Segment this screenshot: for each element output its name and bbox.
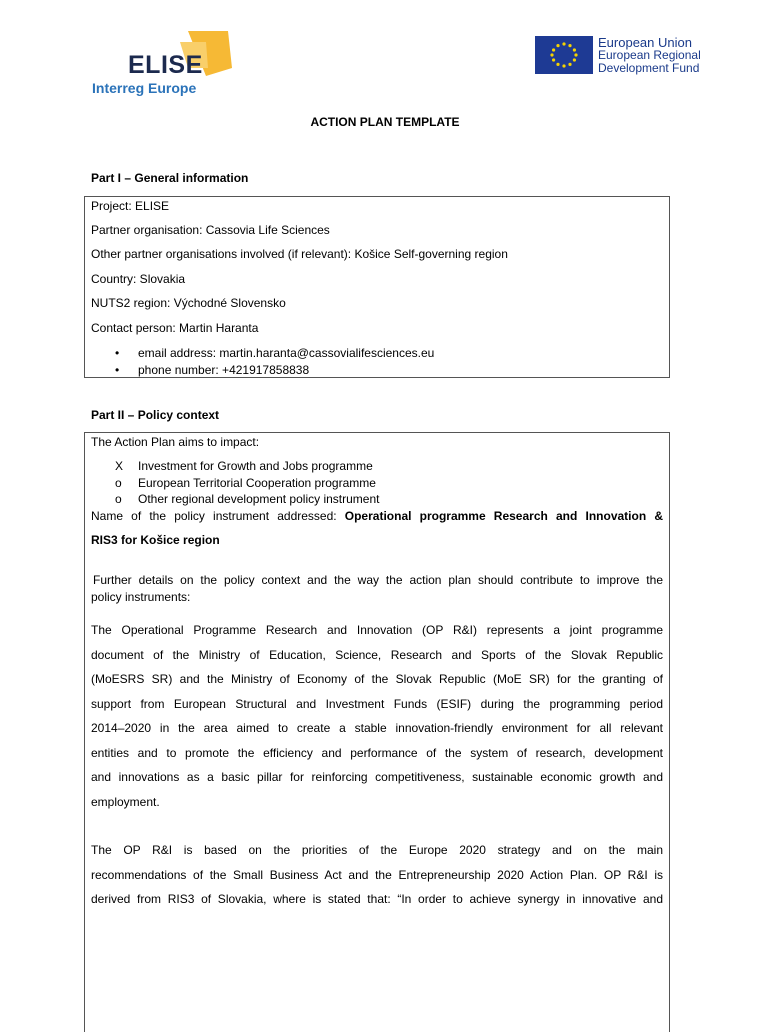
interreg-logo-text: Interreg Europe bbox=[92, 80, 197, 96]
list-item bbox=[115, 346, 434, 360]
paragraph-line: derived from RIS3 of Slovakia, where is stated that: “In order to achieve synergy in innovative and bbox=[91, 892, 663, 906]
option-label: Other regional development policy instrument bbox=[138, 492, 380, 506]
paragraph-line: 2014–2020 in the area aimed to create a stable innovation-friendly environment for all relevant bbox=[91, 721, 663, 735]
partner-organisation-line: Partner organisation: Cassovia Life Sciences bbox=[91, 223, 330, 237]
list-item bbox=[115, 459, 373, 473]
paragraph-line: The Operational Programme Research and Innovation (OP R&I) represents a joint programme bbox=[91, 623, 663, 637]
bullet-mark: • bbox=[115, 346, 120, 360]
paragraph-line: recommendations of the Small Business Act and the Entrepreneurship 2020 Action Plan. OP R&I is bbox=[91, 867, 663, 882]
paragraph-line: The OP R&I is based on the priorities of the Europe 2020 strategy and on the main bbox=[91, 843, 663, 857]
option-label: European Territorial Cooperation programme bbox=[138, 476, 376, 490]
eu-text-line-1: European Union bbox=[598, 35, 692, 50]
nuts2-line: NUTS2 region: Východné Slovensko bbox=[91, 296, 286, 310]
option-mark: o bbox=[115, 476, 122, 490]
elise-logo bbox=[88, 28, 238, 98]
instrument-name-cont: RIS3 for Košice region bbox=[91, 533, 220, 547]
list-item bbox=[115, 492, 379, 506]
eu-flag-icon bbox=[535, 36, 593, 74]
option-label: Investment for Growth and Jobs programme bbox=[138, 459, 373, 473]
policy-context-box bbox=[84, 432, 670, 1032]
email-line: email address: martin.haranta@cassovialifesciences.eu bbox=[138, 346, 435, 360]
elise-logo-text: ELISE bbox=[128, 51, 203, 79]
part1-heading: Part I – General information bbox=[91, 171, 249, 185]
project-line: Project: ELISE bbox=[91, 199, 170, 213]
further-details-line-2: policy instruments: bbox=[91, 590, 191, 604]
general-info-box bbox=[84, 196, 670, 378]
eu-text-line-3: Development Fund bbox=[598, 61, 700, 75]
eu-text-line-2: European Regional bbox=[598, 48, 701, 62]
paragraph-line: and innovations as a basic pillar for reinforcing competitiveness, sustainable economic growth and bbox=[91, 770, 663, 784]
eu-logo-text bbox=[598, 36, 701, 75]
other-partners-line: Other partner organisations involved (if relevant): Košice Self-governing region bbox=[91, 247, 508, 261]
instrument-name: Operational programme Research and Innovation & bbox=[344, 509, 663, 523]
paragraph-line: document of the Ministry of Education, Science, Research and Sports of the Slovak Republic bbox=[91, 647, 663, 662]
paragraph-line: support from European Structural and Investment Funds (ESIF) during the programming period bbox=[91, 696, 663, 711]
further-details-line: Further details on the policy context and the way the action plan should contribute to improve the bbox=[93, 573, 663, 587]
list-item bbox=[115, 363, 309, 377]
country-line: Country: Slovakia bbox=[91, 272, 186, 286]
instrument-prefix: Name of the policy instrument addressed: bbox=[91, 509, 345, 523]
option-mark: X bbox=[115, 459, 124, 473]
aims-line: The Action Plan aims to impact: bbox=[91, 435, 260, 449]
phone-line: phone number: +421917858838 bbox=[138, 363, 310, 377]
option-mark: o bbox=[115, 492, 122, 506]
list-item bbox=[115, 476, 376, 490]
paragraph-line: (MoESRS SR) and the Ministry of Economy of the Slovak Republic (MoE SR) for the granting of bbox=[91, 672, 663, 686]
instrument-line bbox=[91, 509, 663, 523]
contact-person-line: Contact person: Martin Haranta bbox=[91, 321, 259, 335]
part2-heading: Part II – Policy context bbox=[91, 408, 220, 422]
paragraph-line: employment. bbox=[91, 794, 160, 809]
bullet-mark: • bbox=[115, 363, 120, 377]
document-title: ACTION PLAN TEMPLATE bbox=[310, 115, 460, 129]
paragraph-line: entities and to promote the efficiency and performance of the system of research, development bbox=[91, 745, 663, 760]
